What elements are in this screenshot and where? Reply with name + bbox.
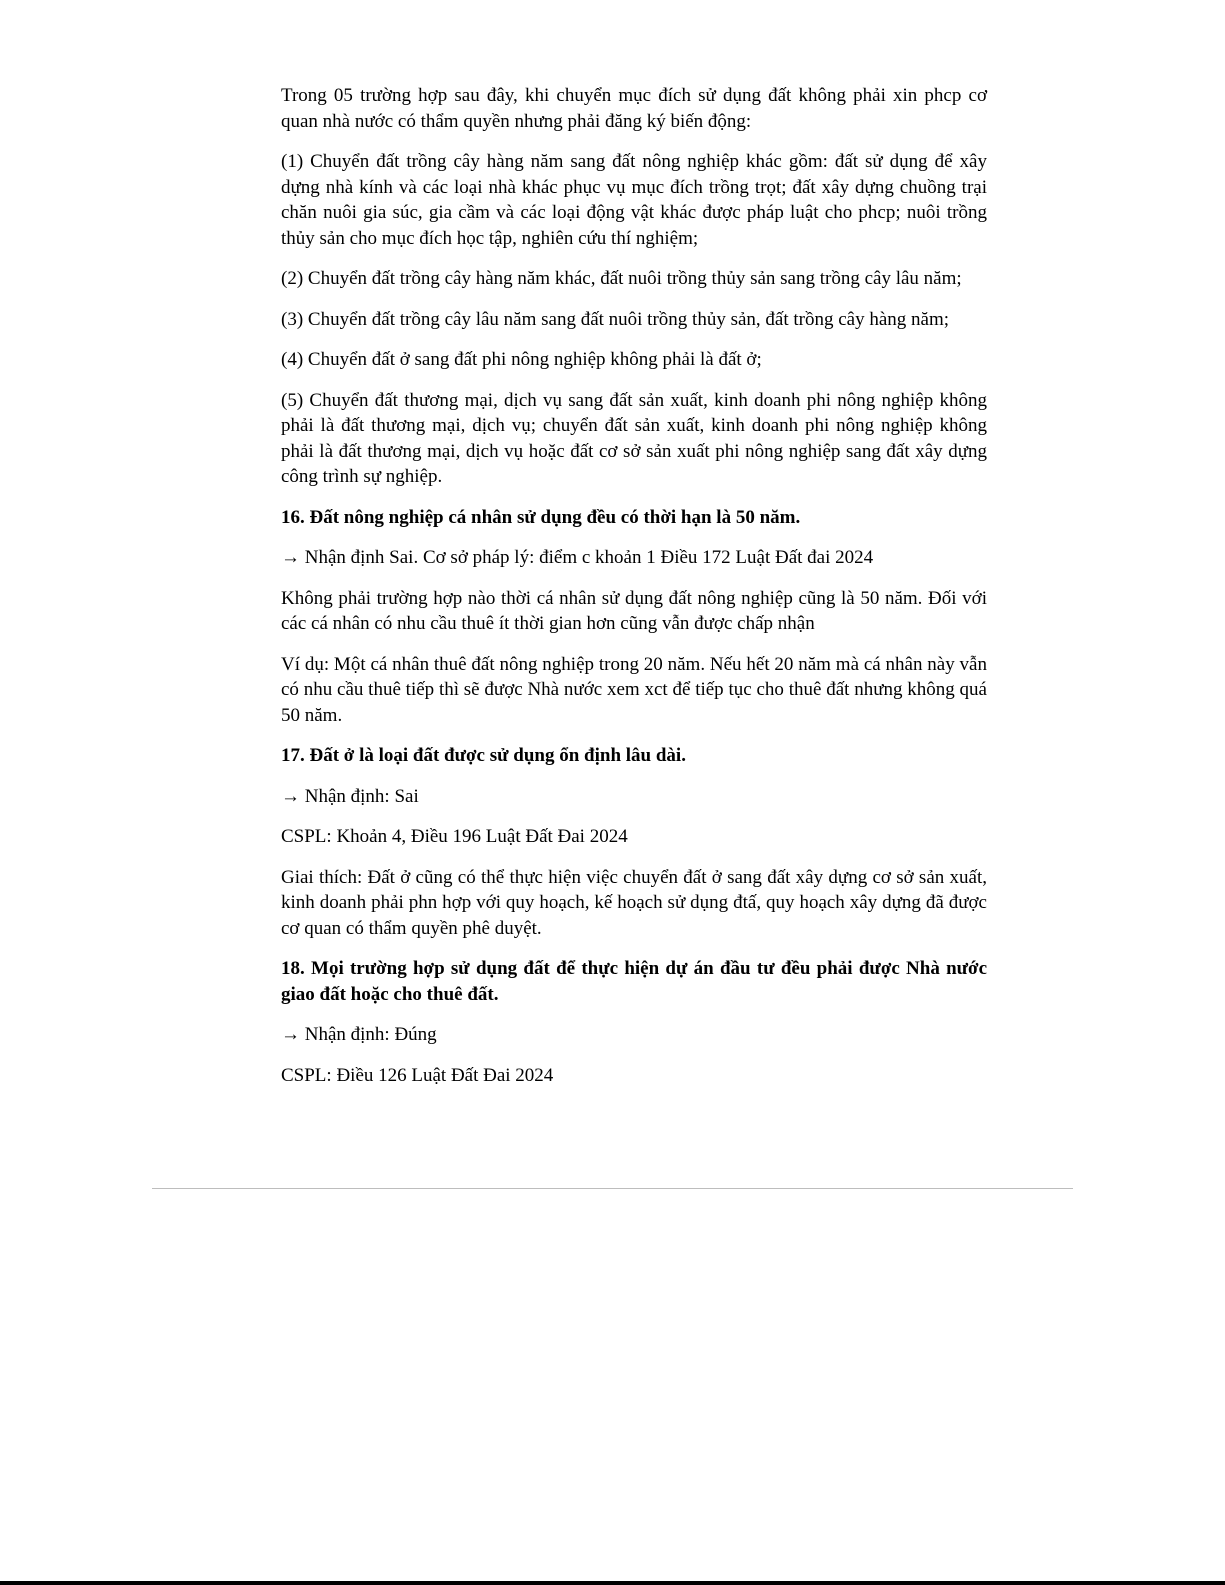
paragraph-intro: Trong 05 trường hợp sau đây, khi chuyển mục đích sử dụng đất không phải xin phcp cơ quan nhà nước có thẩm quyền nhưng phải đăng ký biến động:: [281, 85, 987, 132]
paragraph-example-16: Ví dụ: Một cá nhân thuê đất nông nghiệp trong 20 năm. Nếu hết 20 năm mà cá nhân này vẫn có nhu cầu thuê tiếp thì sẽ được Nhà nước xem xct để tiếp tục cho thuê đất nhưng không quá 50 năm.: [281, 653, 987, 726]
paragraph-explanation-16: Không phải trường hợp nào thời cá nhân sử dụng đất nông nghiệp cũng là 50 năm. Đối với các cá nhân có nhu cầu thuê ít thời gian hơn cũng vẫn được chấp nhận: [281, 587, 987, 634]
bottom-edge-bar: [0, 1581, 1225, 1585]
paragraph-legal-basis-17: CSPL: Khoản 4, Điều 196 Luật Đất Đai 2024: [281, 826, 628, 847]
document-page: [281, 83, 987, 1103]
paragraph-answer-16: → Nhận định Sai. Cơ sở pháp lý: điểm c khoản 1 Điều 172 Luật Đất đai 2024: [281, 547, 874, 568]
paragraph-case-3: (3) Chuyển đất trồng cây lâu năm sang đất nuôi trồng thủy sản, đất trồng cây hàng năm;: [281, 308, 950, 330]
paragraph-explanation-17: Giai thích: Đất ở cũng có thể thực hiện việc chuyển đất ở sang đất xây dựng cơ sở sản xuất, kinh doanh phải phn hợp với quy hoạch, kế hoạch sử dụng đtấ, quy hoạch xây dựng đã được cơ quan có thẩm quyền phê duyệt.: [281, 866, 987, 939]
page-divider: [152, 1188, 1073, 1189]
paragraph-case-2: (2) Chuyển đất trồng cây hàng năm khác, đất nuôi trồng thủy sản sang trồng cây lâu năm;: [281, 268, 962, 289]
paragraph-case-1: (1) Chuyển đất trồng cây hàng năm sang đất nông nghiệp khác gồm: đất sử dụng để xây dựng nhà kính và các loại nhà khác phục vụ mục đích trồng trọt; đất xây dựng chuồng trại chăn nuôi gia súc, gia cầm và các loại động vật khác được pháp luật cho phcp; nuôi trồng thủy sản cho mục đích học tập, nghiên cứu thí nghiệm;: [281, 151, 987, 249]
paragraph-answer-17: → Nhận định: Sai: [281, 785, 419, 807]
paragraph-answer-18: → Nhận định: Đúng: [281, 1024, 437, 1045]
heading-question-16: 16. Đất nông nghiệp cá nhân sử dụng đều có thời hạn là 50 năm.: [281, 506, 801, 528]
heading-question-17: 17. Đất ở là loại đất được sử dụng ổn định lâu dài.: [281, 745, 686, 766]
heading-question-18: 18. Mọi trường hợp sử dụng đất để thực hiện dự án đầu tư đều phải được Nhà nước giao đất hoặc cho thuê đất.: [281, 958, 987, 1005]
paragraph-case-4: (4) Chuyển đất ở sang đất phi nông nghiệp không phải là đất ở;: [281, 349, 762, 370]
paragraph-case-5: (5) Chuyển đất thương mại, dịch vụ sang đất sản xuất, kinh doanh phi nông nghiệp không phải là đất thương mại, dịch vụ; chuyển đất sản xuất, kinh doanh phi nông nghiệp không phải là đất thương mại, dịch vụ hoặc đất cơ sở sản xuất phi nông nghiệp sang đất xây dựng công trình sự nghiệp.: [281, 389, 987, 487]
paragraph-legal-basis-18: CSPL: Điều 126 Luật Đất Đai 2024: [281, 1064, 554, 1086]
